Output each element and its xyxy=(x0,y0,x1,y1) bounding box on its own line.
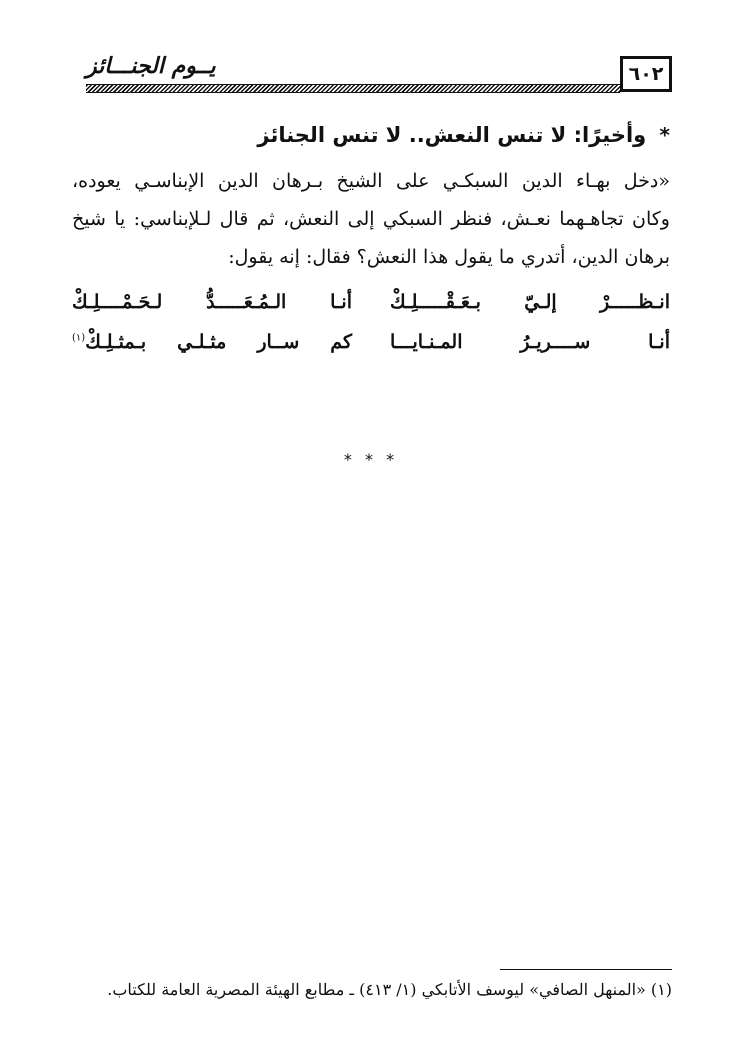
poem-second-hemistich: أنـا الـمُـعَـــــدُّ لـحَـمْــــلِـكْ xyxy=(72,291,352,313)
header-rule xyxy=(86,84,620,93)
heading-bullet: * xyxy=(659,123,670,147)
poem-second-hemistich-text: كم ســار مثـلـي بـمثـلِـكْ xyxy=(85,331,352,353)
body-line: «دخل بهـاء الدين السبكـي على الشيخ بـرهان الدين الإبناسـي يعوده، xyxy=(72,170,670,192)
section-separator: * * * xyxy=(343,450,399,469)
poem xyxy=(72,282,670,362)
poem-first-hemistich: انـظـــــرْ إلـيّ بـعَـقْـــــلِـكْ xyxy=(390,291,670,313)
body-line: وكان تجاهـهما نعـش، فنظر السبكي إلى النعش، ثم قال لـلإبناسي: يا شيخ xyxy=(72,208,670,230)
body-paragraph xyxy=(72,162,670,276)
poem-first-hemistich: أنـا ســــريـرُ المـنـايـــا xyxy=(390,331,670,353)
page-number xyxy=(620,56,672,92)
poem-second-hemistich xyxy=(72,331,352,353)
heading-text: وأخيرًا: لا تنس النعش.. لا تنس الجنائز xyxy=(257,123,647,147)
footnote-reference[interactable]: (١) xyxy=(72,332,86,344)
page-number-text: ٦٠٢ xyxy=(628,63,664,85)
poem-row xyxy=(72,282,670,322)
footnote-rule xyxy=(500,969,672,970)
running-title: يــوم الجنـــائز xyxy=(86,54,216,79)
body-line: برهان الدين، أتدري ما يقول هذا النعش؟ فقال: إنه يقول: xyxy=(228,246,670,268)
section-heading xyxy=(70,118,670,152)
footnote: (١) «المنهل الصافي» ليوسف الأتابكي (١/ ٤١٣) ـ مطابع الهيئة المصرية العامة للكتاب. xyxy=(107,980,672,999)
poem-row xyxy=(72,322,670,362)
